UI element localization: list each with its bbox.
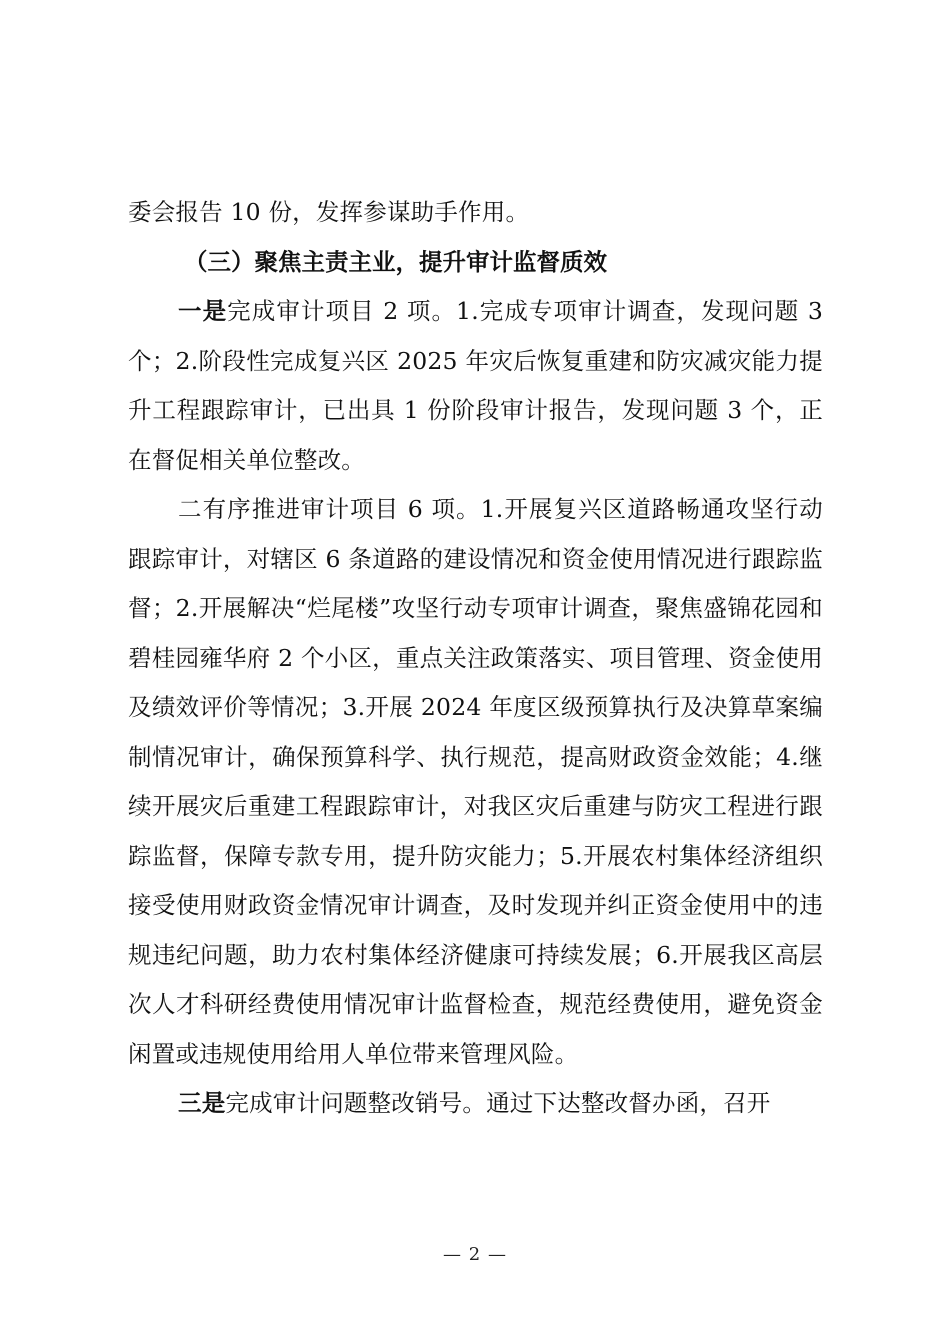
- paragraph-third: [128, 1079, 823, 1129]
- document-body: [128, 188, 823, 1129]
- paragraph-second: 二有序推进审计项目 6 项。1.开展复兴区道路畅通攻坚行动跟踪审计，对辖区 6 条道路的建设情况和资金使用情况进行跟踪监督；2.开展解决“烂尾楼”攻坚行动专项审计调查，聚焦盛锦花园和碧桂园雍华府 2 个小区，重点关注政策落实、项目管理、资金使用及绩效评价等情况；3.开展 2024 年度区级预算执行及决算草案编制情况审计，确保预算科学、执行规范，提高财政资金效能；4.继续开展灾后重建工程跟踪审计，对我区灾后重建与防灾工程进行跟踪监督，保障专款专用，提升防灾能力；5.开展农村集体经济组织接受使用财政资金情况审计调查，及时发现并纠正资金使用中的违规违纪问题，助力农村集体经济健康可持续发展；6.开展我区高层次人才科研经费使用情况审计监督检查，规范经费使用，避免资金闲置或违规使用给用人单位带来管理风险。: [128, 495, 823, 1068]
- paragraph-first-lead: 一是: [178, 297, 228, 325]
- paragraph-third-body: 完成审计问题整改销号。通过下达整改督办函，召开: [225, 1089, 771, 1117]
- paragraph-third-lead: 三是: [178, 1089, 226, 1117]
- paragraph-first-body: 完成审计项目 2 项。1.完成专项审计调查，发现问题 3 个；2.阶段性完成复兴区 2025 年灾后恢复重建和防灾减灾能力提升工程跟踪审计，已出具 1 份阶段审计报告，发现问题 3 个，正在督促相关单位整改。: [128, 297, 823, 474]
- paragraph-first: [128, 287, 823, 485]
- continuation-paragraph: 委会报告 10 份，发挥参谋助手作用。: [128, 198, 530, 226]
- page-number: — 2 —: [443, 1244, 507, 1265]
- section-heading: （三）聚焦主责主业，提升审计监督质效: [184, 247, 607, 276]
